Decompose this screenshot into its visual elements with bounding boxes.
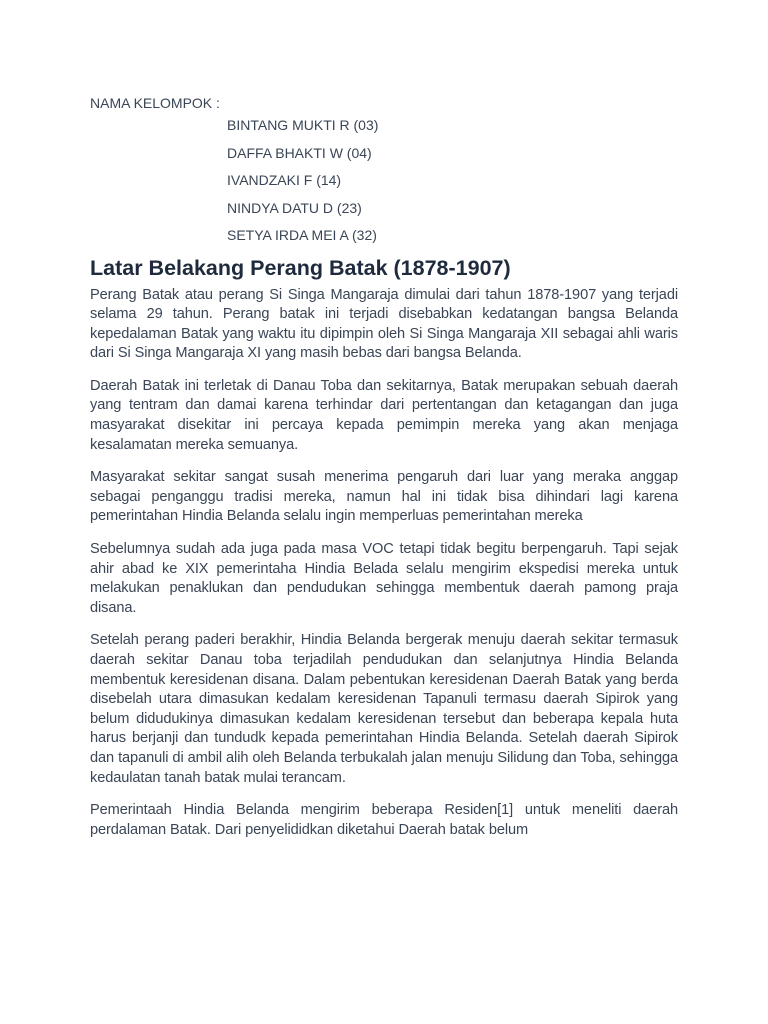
document-title: Latar Belakang Perang Batak (1878-1907) <box>90 255 511 280</box>
document-page <box>90 94 678 853</box>
paragraph: Pemerintaah Hindia Belanda mengirim beberapa Residen[1] untuk meneliti daerah perdalaman Batak. Dari penyelididkan diketahui Daerah batak belum <box>90 802 678 838</box>
member-item: IVANDZAKI F (14) <box>227 172 342 188</box>
member-list <box>90 116 678 244</box>
paragraph: Daerah Batak ini terletak di Danau Toba dan sekitarnya, Batak merupakan sebuah daerah yang tentram dan damai karena terhindar dari pertentangan dan ketagangan dan juga masyarakat disekitar ini percaya kepada pemimpin mereka yang akan menjaga kesalamatan mereka semuanya. <box>90 377 678 453</box>
paragraph: Masyarakat sekitar sangat susah menerima pengaruh dari luar yang meraka anggap sebagai penganggu tradisi mereka, namun hal ini tidak bisa dihindari lagi karena pemerintahan Hindia Belanda selalu ingin memperluas pemerintahan mereka <box>90 469 678 525</box>
member-item: NINDYA DATU D (23) <box>227 199 362 216</box>
paragraph: Perang Batak atau perang Si Singa Mangaraja dimulai dari tahun 1878-1907 yang terjadi selama 29 tahun. Perang batak ini terjadi disebabkan kedatangan bangsa Belanda kepedalaman Batak yang waktu itu dipimpin oleh Si Singa Mangaraja XII sebagai ahli waris dari Si Singa Mangaraja XI yang masih bebas dari bangsa Belanda. <box>90 286 678 362</box>
paragraph: Setelah perang paderi berakhir, Hindia Belanda bergerak menuju daerah sekitar termasuk daerah sekitar Danau toba terjadilah pendudukan dan selanjutnya Hindia Belanda membentuk keresidenan disana. Dalam pebentukan keresidenan Daerah Batak yang berda disebelah utara dimasukan kedalam keresidenan Tapanuli termasu daerah Sipirok yang belum didudukinya dimasukan kedalam keresidenan tersebut dan beberapa kepala huta harus berjanji dan tundudk kepada pemerintahan Hindia Belanda. Setelah daerah Sipirok dan tapanuli di ambil alih oleh Belanda terbukalah jalan menuju Silidung dan Toba, sehingga kedaulatan tanah batak mulai terancam. <box>90 632 678 786</box>
member-item: SETYA IRDA MEI A (32) <box>227 227 377 243</box>
group-label: NAMA KELOMPOK : <box>90 95 220 111</box>
member-item: DAFFA BHAKTI W (04) <box>227 144 372 161</box>
paragraph: Sebelumnya sudah ada juga pada masa VOC tetapi tidak begitu berpengaruh. Tapi sejak ahir abad ke XIX pemerintaha Hindia Belada selalu mengirim ekspedisi mereka untuk melakukan penaklukan dan pendudukan sehingga membentuk daerah pamong praja disana. <box>90 541 678 616</box>
member-item: BINTANG MUKTI R (03) <box>227 117 379 133</box>
